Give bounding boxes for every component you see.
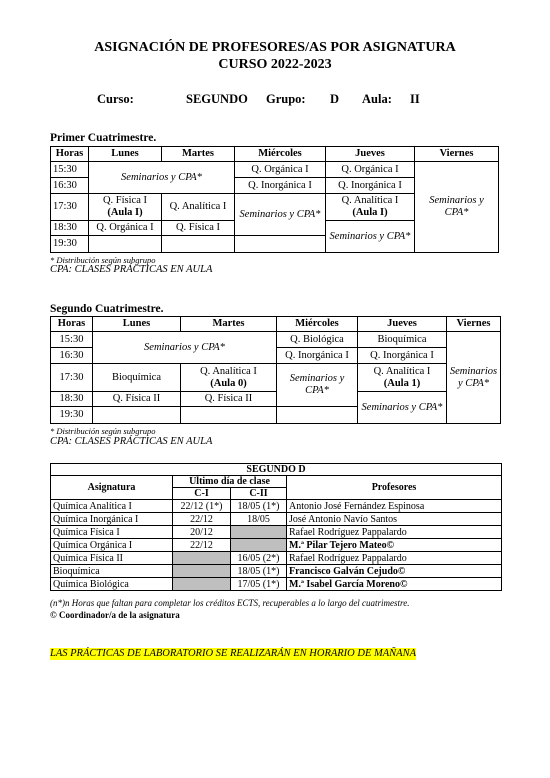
header-martes: Martes xyxy=(181,317,277,332)
c1-cell xyxy=(173,565,231,578)
c2-cell: 18/05 (1*) xyxy=(231,500,287,513)
class-name: Q. Analítica I xyxy=(200,365,257,377)
table-row xyxy=(51,526,502,539)
hour-1930: 19:30 xyxy=(51,236,89,253)
curso-value: SEGUNDO xyxy=(186,92,248,106)
c2-cell: 16/05 (2*) xyxy=(231,552,287,565)
empty-cell xyxy=(89,236,162,253)
table-row xyxy=(51,513,502,526)
hour-1530: 15:30 xyxy=(51,162,89,178)
lab-notice: LAS PRÁCTICAS DE LABORATORIO SE REALIZARÁN EN HORARIO DE MAÑANA xyxy=(50,648,417,659)
note-cpa: CPA: CLASES PRÁCTICAS EN AULA xyxy=(50,436,213,447)
empty-cell xyxy=(181,407,277,424)
professor-assignment-table xyxy=(50,463,502,591)
class-cell xyxy=(358,364,447,392)
seminar-cell: Seminarios y CPA* xyxy=(447,332,501,424)
seminar-cell: Seminarios y CPA* xyxy=(235,194,326,236)
hour-1630: 16:30 xyxy=(51,178,89,194)
classroom-label: (Aula 0) xyxy=(210,377,247,389)
table-row xyxy=(51,578,502,591)
header-viernes: Viernes xyxy=(415,147,499,162)
professor-cell: José Antonio Navío Santos xyxy=(287,513,502,526)
header-c2: C-II xyxy=(231,488,287,500)
hour-1730: 17:30 xyxy=(51,194,89,221)
seminar-cell: Seminarios y CPA* xyxy=(326,221,415,253)
empty-cell xyxy=(162,236,235,253)
header-ultimo-dia: Último día de clase xyxy=(173,476,287,488)
header-jueves: Jueves xyxy=(358,317,447,332)
classroom-label: (Aula 1) xyxy=(383,377,421,389)
professor-cell: Rafael Rodríguez Pappalardo xyxy=(287,526,502,539)
professor-cell: Antonio José Fernández Espinosa xyxy=(287,500,502,513)
class-cell: Q. Inorgánica I xyxy=(277,348,358,364)
subject-cell: Química Analítica I xyxy=(51,500,173,513)
aula-label: Aula: xyxy=(362,92,392,106)
seminar-cell: Seminarios y CPA* xyxy=(93,332,277,364)
page-subtitle: CURSO 2022-2023 xyxy=(218,57,332,72)
subject-cell: Química Física I xyxy=(51,526,173,539)
header-miercoles: Miércoles xyxy=(235,147,326,162)
empty-cell xyxy=(277,407,358,424)
class-cell: Q. Física II xyxy=(93,392,181,407)
class-cell: Q. Física I xyxy=(162,221,235,236)
group-title: SEGUNDO D xyxy=(51,464,502,476)
header-profesores: Profesores xyxy=(287,476,502,500)
header-viernes: Viernes xyxy=(447,317,501,332)
note-horas: (n*)n Horas que faltan para completar los créditos ECTS, recuperables a lo largo del cuatrimestre. xyxy=(50,598,410,608)
note-subgrupo: * Distribución según subgrupo xyxy=(50,426,156,436)
class-cell: Q. Analítica I xyxy=(162,194,235,221)
table-row xyxy=(51,539,502,552)
subject-cell: Química Inorgánica I xyxy=(51,513,173,526)
hour-1530: 15:30 xyxy=(51,332,93,348)
hour-1730: 17:30 xyxy=(51,364,93,392)
curso-label: Curso: xyxy=(97,92,134,106)
hour-1930: 19:30 xyxy=(51,407,93,424)
empty-cell xyxy=(235,236,326,253)
note-cpa: CPA: CLASES PRÁCTICAS EN AULA xyxy=(50,264,213,275)
class-cell xyxy=(89,194,162,221)
class-name: Q. Analítica I xyxy=(373,365,431,377)
c2-cell: 18/05 xyxy=(231,513,287,526)
class-cell: Q. Orgánica I xyxy=(89,221,162,236)
professor-cell: M.ª Pilar Tejero Mateo© xyxy=(287,539,502,552)
table-row xyxy=(51,552,502,565)
class-cell: Q. Inorgánica I xyxy=(235,178,326,194)
professor-cell: M.ª Isabel García Moreno© xyxy=(287,578,502,591)
classroom-label: (Aula I) xyxy=(352,207,388,218)
c1-cell xyxy=(173,578,231,591)
seminar-cell: Seminarios y CPA* xyxy=(277,364,358,407)
c1-cell: 20/12 xyxy=(173,526,231,539)
hour-1630: 16:30 xyxy=(51,348,93,364)
second-term-schedule xyxy=(50,316,501,424)
c2-cell xyxy=(231,539,287,552)
header-jueves: Jueves xyxy=(326,147,415,162)
note-coordinador: © Coordinador/a de la asignatura xyxy=(50,610,180,620)
header-horas: Horas xyxy=(51,147,89,162)
header-lunes: Lunes xyxy=(89,147,162,162)
c2-cell: 18/05 (1*) xyxy=(231,565,287,578)
grupo-value: D xyxy=(330,92,340,106)
c2-cell: 17/05 (1*) xyxy=(231,578,287,591)
professor-cell: Francisco Galván Cejudo© xyxy=(287,565,502,578)
note-subgrupo: * Distribución según subgrupo xyxy=(50,255,156,265)
table-row xyxy=(51,500,502,513)
grupo-label: Grupo: xyxy=(266,92,306,106)
class-cell: Bioquímica xyxy=(358,332,447,348)
c1-cell: 22/12 xyxy=(173,513,231,526)
c1-cell: 22/12 (1*) xyxy=(173,500,231,513)
second-term-heading: Segundo Cuatrimestre. xyxy=(50,303,164,315)
class-cell: Q. Inorgánica I xyxy=(358,348,447,364)
table-row xyxy=(51,565,502,578)
subject-cell: Química Orgánica I xyxy=(51,539,173,552)
professor-cell: Rafael Rodríguez Pappalardo xyxy=(287,552,502,565)
seminar-cell: Seminarios y CPA* xyxy=(415,162,499,253)
header-asignatura: Asignatura xyxy=(51,476,173,500)
class-cell: Bioquímica xyxy=(93,364,181,392)
class-cell: Q. Orgánica I xyxy=(235,162,326,178)
classroom-label: (Aula I) xyxy=(107,207,143,218)
c2-cell xyxy=(231,526,287,539)
header-c1: C-I xyxy=(173,488,231,500)
class-cell xyxy=(326,194,415,221)
class-cell xyxy=(181,364,277,392)
hour-1830: 18:30 xyxy=(51,392,93,407)
header-martes: Martes xyxy=(162,147,235,162)
first-term-heading: Primer Cuatrimestre. xyxy=(50,132,157,144)
empty-cell xyxy=(93,407,181,424)
class-cell: Q. Orgánica I xyxy=(326,162,415,178)
class-cell: Q. Física II xyxy=(181,392,277,407)
seminar-cell: Seminarios y CPA* xyxy=(358,392,447,424)
subject-cell: Bioquímica xyxy=(51,565,173,578)
c1-cell: 22/12 xyxy=(173,539,231,552)
hour-1830: 18:30 xyxy=(51,221,89,236)
header-lunes: Lunes xyxy=(93,317,181,332)
class-cell: Q. Biológica xyxy=(277,332,358,348)
subject-cell: Química Biológica xyxy=(51,578,173,591)
class-name: Q. Física I xyxy=(102,195,148,206)
class-cell: Q. Inorgánica I xyxy=(326,178,415,194)
subject-cell: Química Física II xyxy=(51,552,173,565)
header-miercoles: Miércoles xyxy=(277,317,358,332)
page-title: ASIGNACIÓN DE PROFESORES/AS POR ASIGNATURA xyxy=(94,40,456,55)
class-name: Q. Analítica I xyxy=(341,195,399,206)
seminar-cell: Seminarios y CPA* xyxy=(89,162,235,194)
c1-cell xyxy=(173,552,231,565)
header-horas: Horas xyxy=(51,317,93,332)
first-term-schedule xyxy=(50,146,499,253)
aula-value: II xyxy=(410,92,420,106)
